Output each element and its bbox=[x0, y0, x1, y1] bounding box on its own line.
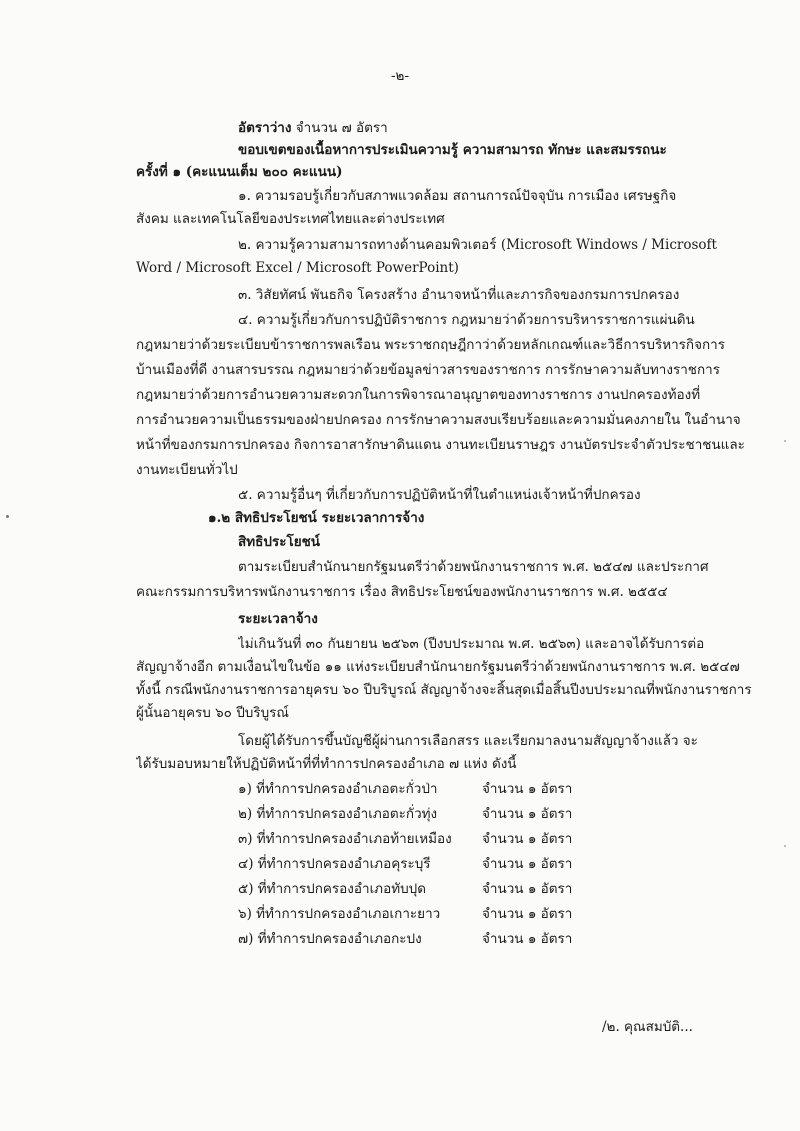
office-name-1: ๑) ที่ทำการปกครองอำเภอตะกั่วป่า bbox=[238, 781, 438, 797]
office-count-5: จำนวน ๑ อัตรา bbox=[482, 881, 573, 897]
office-name-5: ๕) ที่ทำการปกครองอำเภอทับปุด bbox=[238, 881, 426, 897]
vacancy-text: จำนวน ๗ อัตรา bbox=[295, 120, 388, 136]
vacancy-line bbox=[238, 118, 388, 138]
benefits-line2: คณะกรรมการบริหารพนักงานราชการ เรื่อง สิทธิประโยชน์ของพนักงานราชการ พ.ศ. ๒๕๕๔ bbox=[136, 584, 668, 600]
scope-item-1-line2: สังคม และเทคโนโลยีของประเทศไทยและต่างประเทศ bbox=[136, 211, 445, 227]
scope-item-4-line7: งานทะเบียนทั่วไป bbox=[136, 462, 238, 478]
office-count-1: จำนวน ๑ อัตรา bbox=[482, 781, 573, 797]
scan-speck bbox=[6, 515, 9, 518]
scope-item-4-line5: การอำนวยความเป็นธรรมของฝ่ายปกครอง การรักษาความสงบเรียบร้อยและความมั่นคงภายใน ในอำนาจ bbox=[136, 412, 741, 428]
page-number: -๒- bbox=[390, 68, 410, 84]
scope-item-5-line1: ๕. ความรู้อื่นๆ ที่เกี่ยวกับการปฏิบัติหน้าที่ในตำแหน่งเจ้าหน้าที่ปกครอง bbox=[238, 487, 641, 503]
office-name-3: ๓) ที่ทำการปกครองอำเภอท้ายเหมือง bbox=[238, 831, 452, 847]
scope-item-4-line6: หน้าที่ของกรมการปกครอง กิจการอาสารักษาดินแดน งานทะเบียนราษฎร งานบัตรประจำตัวประชาชนและ bbox=[136, 437, 745, 453]
benefits-line1: ตามระเบียบสำนักนายกรัฐมนตรีว่าด้วยพนักงานราชการ พ.ศ. ๒๕๔๗ และประกาศ bbox=[238, 559, 709, 575]
scope-item-2-line1: ๒. ความรู้ความสามารถทางด้านคอมพิวเตอร์ (Microsoft Windows / Microsoft bbox=[238, 237, 717, 253]
office-count-2: จำนวน ๑ อัตรา bbox=[482, 806, 573, 822]
scope-item-1-line1: ๑. ความรอบรู้เกี่ยวกับสภาพแวดล้อม สถานการณ์ปัจจุบัน การเมือง เศรษฐกิจ bbox=[238, 188, 677, 204]
scope-item-4-line2: กฎหมายว่าด้วยระเบียบข้าราชการพลเรือน พระราชกฤษฎีกาว่าด้วยหลักเกณฑ์และวิธีการบริหารกิจการ bbox=[136, 337, 726, 353]
scope-item-4-line3: บ้านเมืองที่ดี งานสารบรรณ กฎหมายว่าด้วยข้อมูลข่าวสารของราชการ การรักษาความลับทางราชการ bbox=[136, 362, 720, 378]
scope-item-2-line2: Word / Microsoft Excel / Microsoft PowerPoint) bbox=[136, 260, 459, 276]
office-count-4: จำนวน ๑ อัตรา bbox=[482, 856, 573, 872]
office-count-7: จำนวน ๑ อัตรา bbox=[482, 931, 573, 947]
vacancy-label: อัตราว่าง bbox=[238, 120, 292, 136]
scope-heading-line2: ครั้งที่ ๑ (คะแนนเต็ม ๒๐๐ คะแนน) bbox=[136, 164, 343, 180]
scope-item-3-line1: ๓. วิสัยทัศน์ พันธกิจ โครงสร้าง อำนาจหน้าที่และภารกิจของกรมการปกครอง bbox=[238, 287, 680, 303]
office-name-4: ๔) ที่ทำการปกครองอำเภอคุระบุรี bbox=[238, 856, 431, 872]
period-line4: ผู้นั้นอายุครบ ๖๐ ปีบริบูรณ์ bbox=[136, 705, 289, 721]
scope-item-4-line1: ๔. ความรู้เกี่ยวกับการปฏิบัติราชการ กฎหมายว่าด้วยการบริหารราชการแผ่นดิน bbox=[238, 312, 695, 328]
office-name-2: ๒) ที่ทำการปกครองอำเภอตะกั่วทุ่ง bbox=[238, 806, 438, 822]
period-line1: ไม่เกินวันที่ ๓๐ กันยายน ๒๕๖๓ (ปีงบประมาณ พ.ศ. ๒๕๖๓) และอาจได้รับการต่อ bbox=[238, 636, 705, 652]
assignment-line2: ได้รับมอบหมายให้ปฏิบัติหน้าที่ที่ทำการปกครองอำเภอ ๗ แห่ง ดังนี้ bbox=[136, 756, 517, 772]
office-name-7: ๗) ที่ทำการปกครองอำเภอกะปง bbox=[238, 931, 422, 947]
office-count-6: จำนวน ๑ อัตรา bbox=[482, 906, 573, 922]
scan-speck-right-1 bbox=[784, 440, 786, 442]
scope-item-4-line4: กฎหมายว่าด้วยการอำนวยความสะดวกในการพิจารณาอนุญาตของทางราชการ งานปกครองท้องที่ bbox=[136, 387, 701, 403]
benefits-heading: สิทธิประโยชน์ bbox=[238, 534, 321, 550]
period-heading: ระยะเวลาจ้าง bbox=[238, 611, 318, 627]
period-line3: ทั้งนี้ กรณีพนักงานราชการอายุครบ ๖๐ ปีบริบูรณ์ สัญญาจ้างจะสิ้นสุดเมื่อสิ้นปีงบประมาณที่พนักงานราชการ bbox=[136, 682, 752, 698]
period-line2: สัญญาจ้างอีก ตามเงื่อนไขในข้อ ๑๑ แห่งระเบียบสำนักนายกรัฐมนตรีว่าด้วยพนักงานราชการ พ.ศ. ๒๕๔๗ bbox=[136, 659, 740, 675]
office-count-3: จำนวน ๑ อัตรา bbox=[482, 831, 573, 847]
section-1-2-heading: ๑.๒ สิทธิประโยชน์ ระยะเวลาการจ้าง bbox=[208, 510, 425, 526]
footer-continuation: /๒. คุณสมบัติ... bbox=[602, 1019, 693, 1035]
assignment-line1: โดยผู้ได้รับการขึ้นบัญชีผู้ผ่านการเลือกสรร และเรียกมาลงนามสัญญาจ้างแล้ว จะ bbox=[238, 733, 698, 749]
office-name-6: ๖) ที่ทำการปกครองอำเภอเกาะยาว bbox=[238, 906, 441, 922]
scan-speck-right-2 bbox=[784, 845, 786, 847]
scope-heading-line1: ขอบเขตของเนื้อหาการประเมินความรู้ ความสามารถ ทักษะ และสมรรถนะ bbox=[238, 142, 667, 158]
